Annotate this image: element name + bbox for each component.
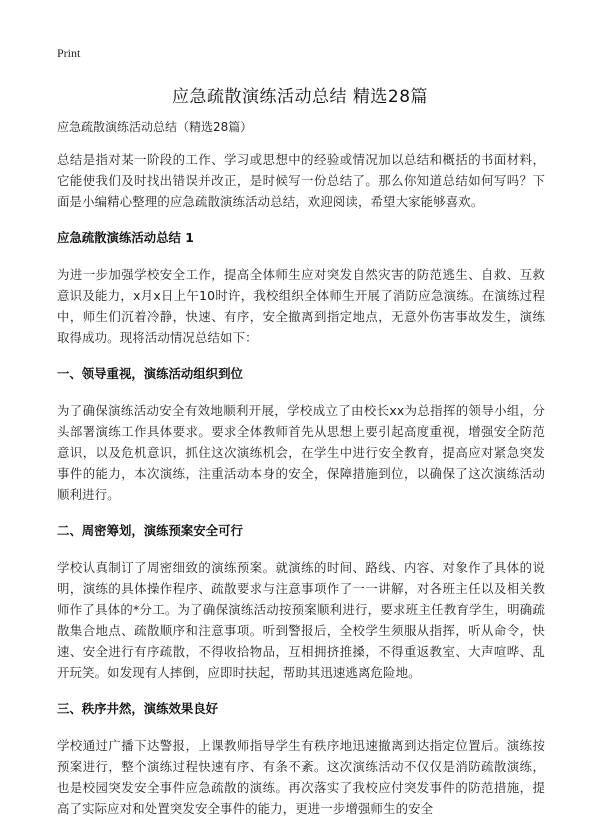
- heading-planning: 二、周密筹划，演练预案安全可行: [57, 523, 243, 538]
- section-title: 应急疏散演练活动总结 1: [57, 230, 194, 245]
- document-body: [57, 119, 545, 836]
- paragraph-order: 学校通过广播下达警报，上课教师指导学生有秩序地迅速撤离到达指定位置后。演练按预案进行，整个演练过程快速有序、有条不紊。这次演练活动不仅仅是消防疏散演练，也是校园突发安全事件应急疏散的演练。再次落实了我校应付突发事件的防范措施，提高了实际应对和处置突发安全事件的能力，更进一步增强师生的安全: [57, 738, 545, 816]
- print-link[interactable]: Print: [57, 46, 81, 60]
- section-intro-paragraph: 为进一步加强学校安全工作，提高全体师生应对突发自然灾害的防范逃生、自救、互救意识及能力，x月x日上午10时许，我校组织全体师生开展了消防应急演练。在演练过程中，师生们沉着冷静，快速、有序，安全撤离到指定地点，无意外伤害事故发生，演练取得成功。现将活动情况总结如下：: [57, 267, 545, 345]
- paragraph-planning: 学校认真制订了周密细致的演练预案。就演练的时间、路线、内容、对象作了具体的说明，演练的具体操作程序、疏散要求与注意事项作了一一讲解，对各班主任以及相关教师作了具体的*分工。为了确保演练活动按预案顺利进行，要求班主任教育学生，明确疏散集合地点、疏散顺序和注意事项。听到警报后，全校学生须服从指挥，听从命令，快速、安全进行有序疏散，不得收拾物品，互相拥挤推搡，不得重返教室、大声喧哗、乱开玩笑。如发现有人摔倒，应即时扶起，帮助其迅速逃离危险地。: [57, 560, 545, 680]
- heading-order: 三、秩序井然，演练效果良好: [57, 701, 219, 716]
- document-subtitle: 应急疏散演练活动总结（精选28篇）: [57, 120, 253, 134]
- paragraph-leadership: 为了确保演练活动安全有效地顺利开展，学校成立了由校长xx为总指挥的领导小组，分头部署演练工作具体要求。要求全体教师首先从思想上要引起高度重视，增强安全防范意识，以及危机意识，抓住这次演练机会，在学生中进行安全教育，提高应对紧急突发事件的能力，本次演练，注重活动本身的安全，保障措施到位，以确保了这次演练活动顺利进行。: [57, 403, 545, 502]
- intro-paragraph: 总结是指对某一阶段的工作、学习或思想中的经验或情况加以总结和概括的书面材料，它能使我们及时找出错误并改正，是时候写一份总结了。那么你知道总结如何写吗？下面是小编精心整理的应急疏散演练活动总结，欢迎阅读，希望大家能够喜欢。: [57, 152, 545, 209]
- heading-leadership: 一、领导重视，演练活动组织到位: [57, 366, 243, 381]
- document-title: 应急疏散演练活动总结 精选28篇: [171, 87, 429, 107]
